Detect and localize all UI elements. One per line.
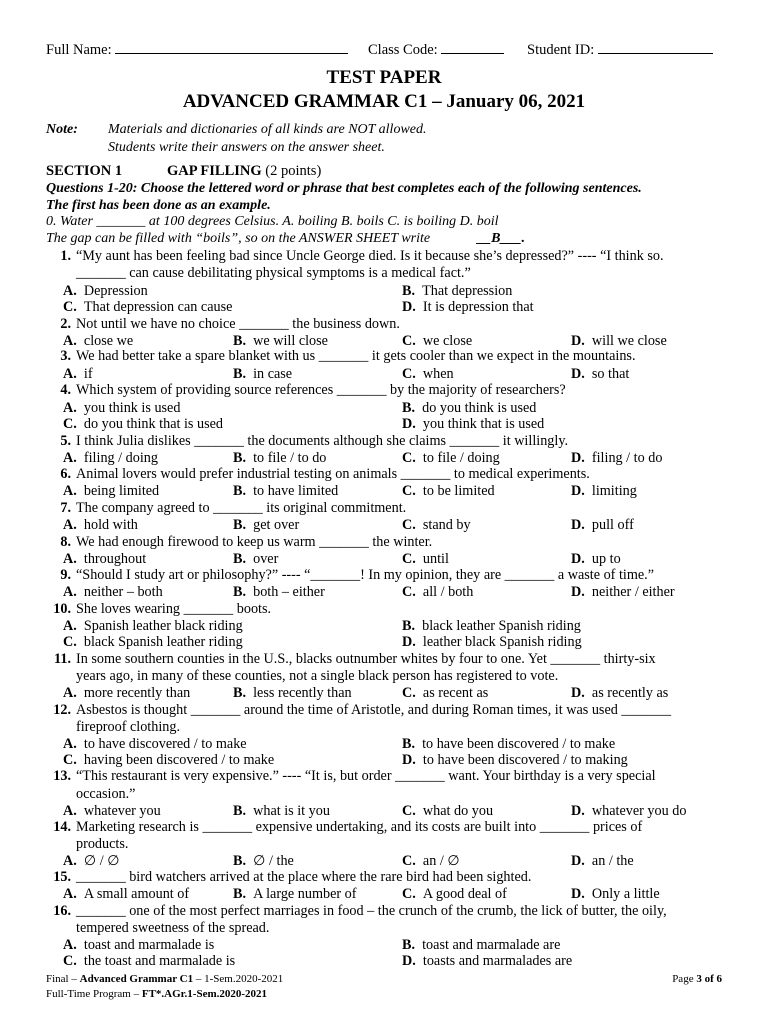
answer-option — [571, 803, 686, 820]
example-explanation — [46, 231, 525, 247]
option-letter: A. — [63, 283, 77, 299]
option-letter: D. — [402, 752, 416, 768]
option-text: to file / to do — [253, 450, 327, 466]
option-letter: B. — [233, 517, 247, 533]
option-text: as recently as — [591, 685, 669, 701]
question-text-line: Animal lovers would prefer industrial testing on animals _______ to medical experiments. — [76, 466, 590, 482]
answer-option — [233, 366, 292, 383]
answer-option — [402, 517, 471, 534]
option-text: to have been discovered / to making — [422, 752, 628, 768]
option-text: the toast and marmalade is — [83, 953, 236, 969]
instructions-line-1: Questions 1-20: Choose the lettered word or phrase that best completes each of the following sentences. — [46, 181, 642, 196]
option-letter: A. — [63, 618, 77, 634]
question-text-line: _______ bird watchers arrived at the place where the rare bird had been sighted. — [76, 869, 532, 885]
question-text-line: _______ can cause debilitating physical symptoms is a medical fact.” — [76, 265, 471, 281]
option-letter: D. — [571, 803, 585, 819]
option-text: when — [422, 366, 454, 382]
answer-option — [63, 752, 274, 769]
option-text: neither / either — [591, 584, 675, 600]
option-text: you think is used — [83, 400, 181, 416]
option-letter: A. — [63, 937, 77, 953]
answer-option — [402, 416, 544, 433]
question-text-line: tempered sweetness of the spread. — [76, 920, 270, 936]
answer-option — [63, 483, 159, 500]
question-number: 15. — [53, 869, 71, 885]
answer-option — [63, 283, 148, 300]
option-letter: A. — [63, 736, 77, 752]
option-text: up to — [591, 551, 621, 567]
option-text: to have been discovered / to make — [422, 736, 616, 752]
question-text-line: In some southern counties in the U.S., blacks outnumber whites by four to one. Yet _______ thirty-six — [76, 651, 656, 667]
option-text: an / the — [591, 853, 634, 869]
question-text-line: “This restaurant is very expensive.” ---- “It is, but order _______ want. Your birthday is a very special — [76, 768, 656, 784]
option-text: toast and marmalade are — [422, 937, 561, 953]
option-text: in case — [253, 366, 293, 382]
option-text: toast and marmalade is — [83, 937, 215, 953]
answer-option — [402, 736, 615, 753]
answer-option — [63, 416, 223, 433]
option-letter: A. — [63, 886, 77, 902]
instructions-line-2: The first has been done as an example. — [46, 198, 271, 213]
answer-option — [63, 400, 180, 417]
answer-option — [63, 886, 189, 903]
option-letter: C. — [402, 685, 416, 701]
answer-option — [571, 886, 660, 903]
answer-option — [571, 517, 634, 534]
question-text-line: “Should I study art or philosophy?” ---- “_______! In my opinion, they are _______ a waste of time.” — [76, 567, 655, 583]
class-code-blank — [441, 42, 504, 54]
class-code-field — [368, 42, 504, 59]
option-letter: D. — [571, 853, 585, 869]
option-letter: C. — [63, 416, 77, 432]
option-text: all / both — [422, 584, 474, 600]
option-text: filing / doing — [83, 450, 158, 466]
answer-option — [63, 366, 93, 383]
question-number: 11. — [54, 651, 71, 667]
option-text: That depression — [422, 283, 513, 299]
question-number: 16. — [53, 903, 71, 919]
answer-option — [63, 634, 243, 651]
option-text: neither – both — [83, 584, 163, 600]
option-letter: D. — [402, 634, 416, 650]
option-letter: A. — [63, 333, 77, 349]
footer-course-semester: – 1-Sem.2020-2021 — [193, 973, 284, 985]
option-letter: A. — [63, 366, 77, 382]
example-answer: __B___. — [477, 231, 525, 246]
option-text: black Spanish leather riding — [83, 634, 243, 650]
note-label: Note: — [46, 122, 78, 137]
question-number: 4. — [60, 382, 71, 398]
question-text-line: Which system of providing source references _______ by the majority of researchers? — [76, 382, 566, 398]
option-letter: B. — [233, 450, 247, 466]
option-text: pull off — [591, 517, 634, 533]
question-text-line: Asbestos is thought _______ around the time of Aristotle, and during Roman times, it was used _______ — [76, 702, 672, 718]
answer-option — [571, 551, 621, 568]
option-letter: B. — [233, 366, 247, 382]
option-letter: C. — [63, 634, 77, 650]
question-number: 8. — [60, 534, 71, 550]
option-letter: A. — [63, 584, 77, 600]
page-number-prefix: Page — [672, 973, 697, 985]
answer-option — [571, 450, 662, 467]
question-number: 2. — [60, 316, 71, 332]
option-letter: D. — [571, 584, 585, 600]
answer-option — [571, 853, 634, 870]
option-letter: C. — [402, 483, 416, 499]
option-text: do you think is used — [422, 400, 537, 416]
option-letter: C. — [402, 584, 416, 600]
answer-option — [233, 886, 356, 903]
question-number: 13. — [53, 768, 71, 784]
answer-option — [233, 584, 325, 601]
answer-option — [63, 953, 235, 970]
question-text-line: occasion.” — [76, 786, 136, 802]
option-text: more recently than — [83, 685, 191, 701]
option-letter: B. — [233, 551, 247, 567]
option-text: stand by — [422, 517, 471, 533]
question-number: 3. — [60, 348, 71, 364]
answer-option — [233, 853, 294, 870]
option-letter: D. — [402, 299, 416, 315]
option-letter: C. — [402, 803, 416, 819]
answer-option — [402, 803, 493, 820]
option-letter: B. — [233, 584, 247, 600]
option-text: to have discovered / to make — [83, 736, 247, 752]
option-letter: B. — [402, 937, 416, 953]
option-letter: D. — [571, 517, 585, 533]
answer-option — [402, 634, 582, 651]
answer-option — [402, 584, 473, 601]
question-number: 9. — [60, 567, 71, 583]
option-letter: C. — [402, 333, 416, 349]
question-number: 5. — [60, 433, 71, 449]
option-letter: B. — [402, 400, 416, 416]
answer-option — [402, 400, 536, 417]
student-id-blank — [598, 42, 713, 54]
option-text: black leather Spanish riding — [422, 618, 581, 634]
answer-option — [233, 803, 330, 820]
option-text: It is depression that — [422, 299, 534, 315]
option-text: throughout — [83, 551, 147, 567]
page-of: of — [701, 973, 717, 985]
option-text: to file / doing — [422, 450, 500, 466]
answer-option — [233, 551, 278, 568]
answer-option — [63, 517, 138, 534]
answer-option — [233, 685, 352, 702]
answer-option — [402, 551, 449, 568]
option-text: an / ∅ — [422, 853, 460, 869]
answer-option — [63, 618, 243, 635]
paper-title: TEST PAPER — [326, 67, 442, 88]
option-text: whatever you do — [591, 803, 687, 819]
answer-option — [571, 685, 668, 702]
option-letter: C. — [402, 886, 416, 902]
answer-option — [63, 551, 146, 568]
question-number: 1. — [60, 248, 71, 264]
question-number: 14. — [53, 819, 71, 835]
option-letter: A. — [63, 803, 77, 819]
answer-option — [402, 752, 628, 769]
full-name-field — [46, 42, 348, 59]
option-text: being limited — [83, 483, 160, 499]
option-letter: D. — [571, 450, 585, 466]
option-text: A good deal of — [422, 886, 507, 902]
question-text-line: I think Julia dislikes _______ the documents although she claims _______ it willingly. — [76, 433, 569, 449]
page-current: 3 — [696, 973, 702, 985]
option-letter: D. — [571, 886, 585, 902]
answer-option — [402, 937, 560, 954]
option-letter: B. — [233, 853, 247, 869]
option-text: will we close — [591, 333, 667, 349]
option-letter: A. — [63, 483, 77, 499]
option-letter: D. — [571, 551, 585, 567]
option-text: we will close — [253, 333, 328, 349]
example-explanation-text: The gap can be filled with “boils”, so on the ANSWER SHEET write — [46, 231, 431, 246]
option-letter: C. — [402, 853, 416, 869]
page-total: 6 — [716, 973, 722, 985]
answer-option — [233, 450, 326, 467]
option-text: get over — [253, 517, 300, 533]
option-text: Spanish leather black riding — [83, 618, 243, 634]
option-text: having been discovered / to make — [83, 752, 275, 768]
question-text-line: _______ one of the most perfect marriages in food – the crunch of the crumb, the lick of butter, the oily, — [76, 903, 667, 919]
answer-option — [402, 618, 581, 635]
question-number: 7. — [60, 500, 71, 516]
answer-option — [63, 937, 214, 954]
option-letter: A. — [63, 400, 77, 416]
section-title — [167, 163, 321, 180]
option-letter: D. — [571, 333, 585, 349]
option-letter: B. — [233, 333, 247, 349]
option-letter: D. — [571, 366, 585, 382]
answer-option — [571, 584, 675, 601]
question-text-line: fireproof clothing. — [76, 719, 181, 735]
footer-program-code: FT*.AGr.1-Sem.2020-2021 — [141, 988, 268, 1000]
option-text: to be limited — [422, 483, 495, 499]
option-text: do you think that is used — [83, 416, 224, 432]
answer-option — [63, 685, 190, 702]
section-points: (2 points) — [265, 163, 322, 179]
option-letter: B. — [402, 736, 416, 752]
option-letter: D. — [402, 953, 416, 969]
option-text: as recent as — [422, 685, 489, 701]
option-text: you think that is used — [422, 416, 545, 432]
answer-option — [402, 886, 507, 903]
option-text: we close — [422, 333, 473, 349]
option-letter: A. — [63, 450, 77, 466]
option-letter: B. — [402, 283, 416, 299]
footer-course-prefix: Final – — [46, 973, 80, 985]
answer-option — [63, 803, 161, 820]
option-letter: B. — [233, 886, 247, 902]
note-line-1: Materials and dictionaries of all kinds are NOT allowed. — [108, 122, 427, 137]
option-text: limiting — [591, 483, 637, 499]
footer-course-name: Advanced Grammar C1 — [79, 973, 194, 985]
option-letter: A. — [63, 551, 77, 567]
footer-program-prefix: Full-Time Program – — [46, 988, 142, 1000]
footer-program — [46, 988, 267, 1000]
option-text: Depression — [83, 283, 148, 299]
student-id-field — [527, 42, 713, 59]
option-letter: C. — [402, 450, 416, 466]
option-text: less recently than — [253, 685, 352, 701]
question-number: 10. — [53, 601, 71, 617]
answer-option — [63, 450, 158, 467]
option-text: so that — [591, 366, 630, 382]
paper-subtitle: ADVANCED GRAMMAR C1 – January 06, 2021 — [182, 91, 586, 112]
full-name-label: Full Name: — [46, 42, 112, 58]
answer-option — [233, 517, 299, 534]
option-letter: A. — [63, 853, 77, 869]
footer-course — [46, 973, 283, 985]
answer-option — [402, 685, 488, 702]
option-letter: A. — [63, 517, 77, 533]
option-letter: C. — [63, 299, 77, 315]
option-text: what is it you — [253, 803, 330, 819]
option-text: toasts and marmalades are — [422, 953, 573, 969]
option-letter: C. — [402, 366, 416, 382]
option-letter: C. — [402, 551, 416, 567]
option-letter: A. — [63, 685, 77, 701]
option-text: over — [253, 551, 279, 567]
option-text: to have limited — [253, 483, 339, 499]
answer-option — [402, 299, 534, 316]
answer-option — [571, 483, 637, 500]
question-text-line: products. — [76, 836, 129, 852]
section-number: SECTION 1 — [46, 163, 123, 179]
question-number: 12. — [53, 702, 71, 718]
option-text: A small amount of — [83, 886, 190, 902]
option-text: until — [422, 551, 449, 567]
option-text: ∅ / ∅ — [83, 853, 120, 869]
full-name-blank — [115, 42, 348, 54]
question-text-line: We had enough firewood to keep us warm _______ the winter. — [76, 534, 433, 550]
example-question: 0. Water _______ at 100 degrees Celsius. A. boiling B. boils C. is boiling D. boil — [46, 214, 499, 229]
answer-option — [402, 483, 495, 500]
answer-option — [402, 283, 512, 300]
class-code-label: Class Code: — [368, 42, 438, 58]
answer-option — [402, 853, 460, 870]
question-text-line: Not until we have no choice _______ the business down. — [76, 316, 400, 332]
option-text: ∅ / the — [253, 853, 294, 869]
option-letter: B. — [233, 483, 247, 499]
page-number — [672, 973, 722, 985]
option-text: if — [83, 366, 93, 382]
option-text: close we — [83, 333, 134, 349]
answer-option — [63, 853, 120, 870]
option-letter: B. — [402, 618, 416, 634]
answer-option — [402, 450, 500, 467]
answer-option — [402, 953, 572, 970]
question-text-line: The company agreed to _______ its original commitment. — [76, 500, 407, 516]
question-text-line: “My aunt has been feeling bad since Uncle George died. Is it because she’s depressed?” ---- “I think so. — [76, 248, 664, 264]
option-letter: C. — [63, 752, 77, 768]
answer-option — [402, 366, 454, 383]
answer-option — [233, 483, 338, 500]
option-letter: C. — [402, 517, 416, 533]
question-text-line: years ago, in many of these counties, not a single black person has registered to vote. — [76, 668, 559, 684]
answer-option — [571, 366, 629, 383]
note-line-2: Students write their answers on the answer sheet. — [108, 140, 385, 155]
option-text: Only a little — [591, 886, 660, 902]
answer-option — [63, 299, 232, 316]
option-text: whatever you — [83, 803, 161, 819]
option-letter: D. — [571, 483, 585, 499]
answer-option — [63, 584, 163, 601]
option-letter: D. — [571, 685, 585, 701]
section-name: GAP FILLING — [167, 163, 262, 179]
option-letter: D. — [402, 416, 416, 432]
option-text: leather black Spanish riding — [422, 634, 582, 650]
question-text-line: Marketing research is _______ expensive undertaking, and its costs are built into _______ prices of — [76, 819, 643, 835]
option-text: hold with — [83, 517, 138, 533]
option-text: A large number of — [253, 886, 357, 902]
option-text: That depression can cause — [83, 299, 233, 315]
student-id-label: Student ID: — [527, 42, 595, 58]
option-text: filing / to do — [591, 450, 663, 466]
answer-option — [63, 736, 247, 753]
option-text: what do you — [422, 803, 494, 819]
option-letter: C. — [63, 953, 77, 969]
question-number: 6. — [60, 466, 71, 482]
option-letter: B. — [233, 685, 247, 701]
option-text: both – either — [253, 584, 325, 600]
option-letter: B. — [233, 803, 247, 819]
question-text-line: She loves wearing _______ boots. — [76, 601, 272, 617]
question-text-line: We had better take a spare blanket with us _______ it gets cooler than we expect in the mountains. — [76, 348, 636, 364]
